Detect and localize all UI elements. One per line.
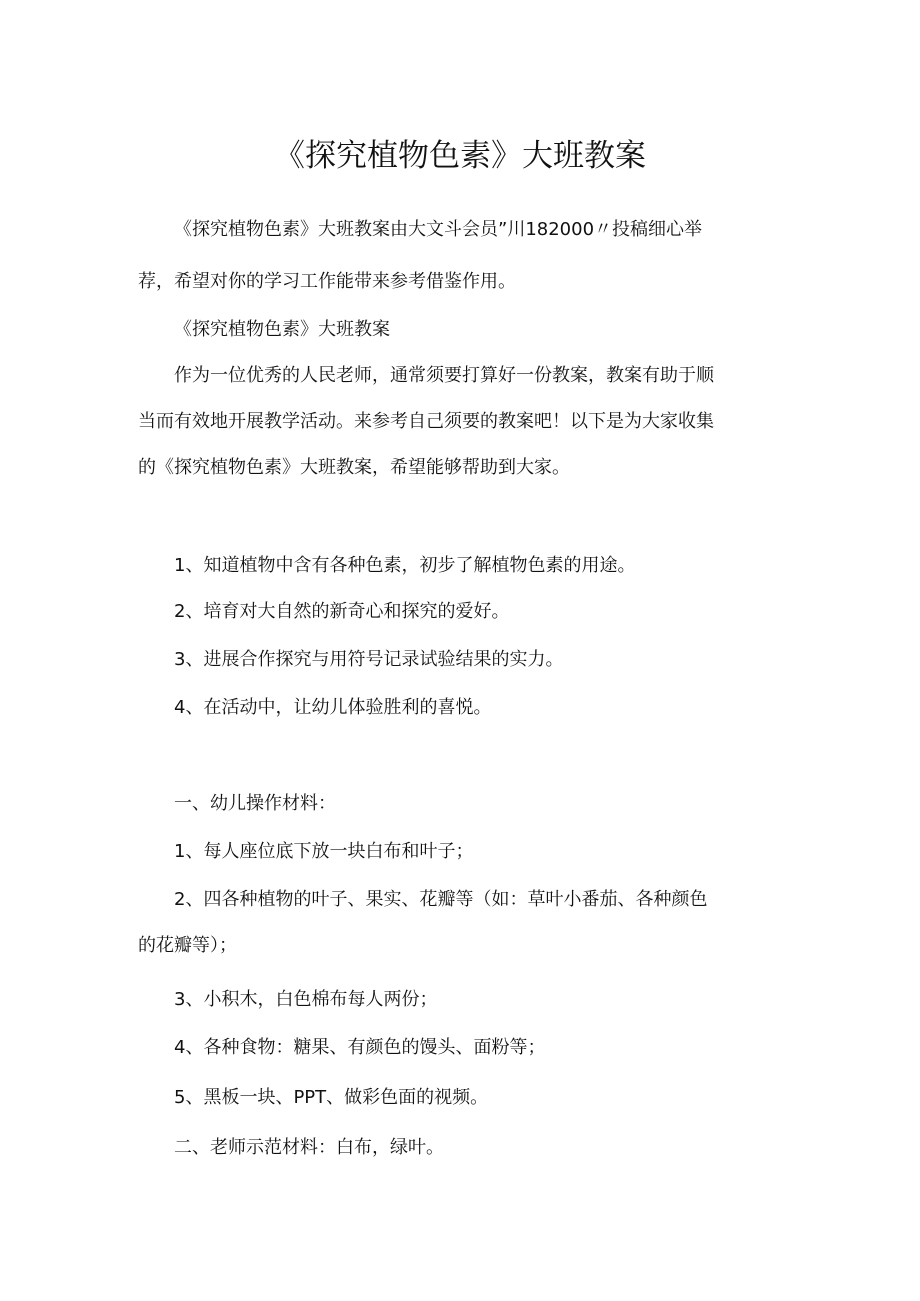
document-title: 《探究植物色素》大班教案 xyxy=(274,138,646,174)
material-item-line-1: 2、四各种植物的叶子、果实、花瓣等（如：草叶小番茄、各种颜色 xyxy=(174,889,708,910)
teacher-materials: 二、老师示范材料：白布，绿叶。 xyxy=(174,1137,444,1158)
paragraph-line-2: 当而有效地开展教学活动。来参考自己须要的教案吧！以下是为大家收集 xyxy=(138,411,714,432)
goal-item: 2、培育对大自然的新奇心和探究的爱好。 xyxy=(174,601,510,622)
material-item: 5、黑板一块、PPT、做彩色面的视频。 xyxy=(174,1087,489,1108)
goal-item: 4、在活动中，让幼儿体验胜利的喜悦。 xyxy=(174,697,492,718)
material-item: 3、小积木，白色棉布每人两份； xyxy=(174,989,438,1010)
intro-line-2: 荐，希望对你的学习工作能带来参考借鉴作用。 xyxy=(138,271,516,292)
paragraph-line-1: 作为一位优秀的人民老师，通常须要打算好一份教案，教案有助于顺 xyxy=(174,365,714,386)
material-item-line-2: 的花瓣等）； xyxy=(138,935,237,956)
materials-heading: 一、幼儿操作材料： xyxy=(174,793,336,814)
intro-line-1: 《探究植物色素》大班教案由大文斗会员”川182000〃投稿细心举 xyxy=(174,219,703,240)
material-item: 4、各种食物：糖果、有颜色的馒头、面粉等； xyxy=(174,1037,546,1058)
goal-item: 3、进展合作探究与用符号记录试验结果的实力。 xyxy=(174,649,564,670)
goal-item: 1、知道植物中含有各种色素，初步了解植物色素的用途。 xyxy=(174,555,636,576)
subtitle: 《探究植物色素》大班教案 xyxy=(174,319,390,340)
material-item: 1、每人座位底下放一块白布和叶子； xyxy=(174,841,474,862)
paragraph-line-3: 的《探究植物色素》大班教案，希望能够帮助到大家。 xyxy=(138,457,570,478)
